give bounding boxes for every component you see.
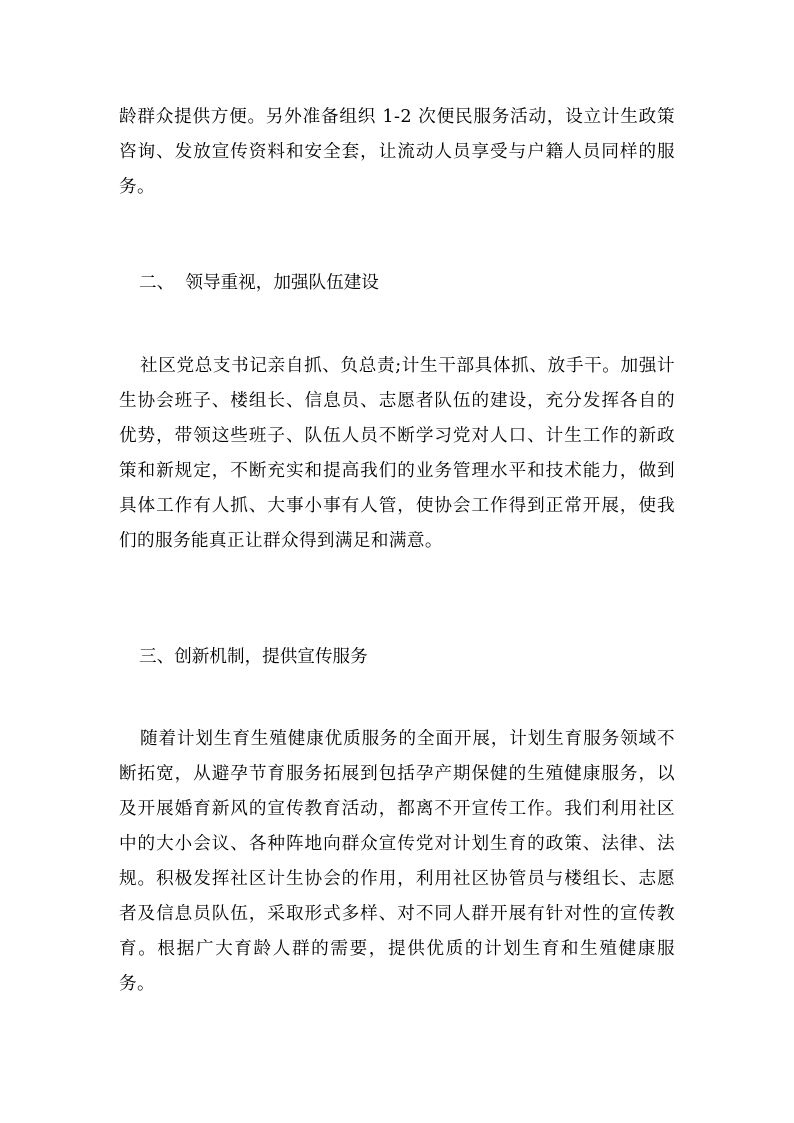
section-heading-2: 二、 领导重视，加强队伍建设 — [139, 273, 379, 293]
section-heading-3: 三、创新机制，提供宣传服务 — [139, 647, 368, 667]
paragraph-section-3: 随着计划生育生殖健康优质服务的全面开展，计划生育服务领域不断拓宽，从避孕节育服务拓展到包括孕产期保健的生殖健康服务，以及开展婚育新风的宣传教育活动，都离不开宣传工作。我们利用社区中的大小会议、各种阵地向群众宣传党对计划生育的政策、法律、法规。积极发挥社区计生协会的作用，利用社区协管员与楼组长、志愿者及信息员队伍，采取形式多样、对不同人群开展有针对性的宣传教育。根据广大育龄人群的需要，提供优质的计划生育和生殖健康服务。 — [119, 729, 675, 994]
paragraph-continued: 龄群众提供方便。另外准备组织 1-2 次便民服务活动，设立计生政策咨询、发放宣传资料和安全套，让流动人员享受与户籍人员同样的服务。 — [119, 107, 675, 197]
paragraph-section-2: 社区党总支书记亲自抓、负总责;计生干部具体抓、放手干。加强计生协会班子、楼组长、信息员、志愿者队伍的建设，充分发挥各自的优势，带领这些班子、队伍人员不断学习党对人口、计生工作的新政策和新规定，不断充实和提高我们的业务管理水平和技术能力，做到具体工作有人抓、大事小事有人管，使协会工作得到正常开展，使我们的服务能真正让群众得到满足和满意。 — [119, 356, 675, 551]
